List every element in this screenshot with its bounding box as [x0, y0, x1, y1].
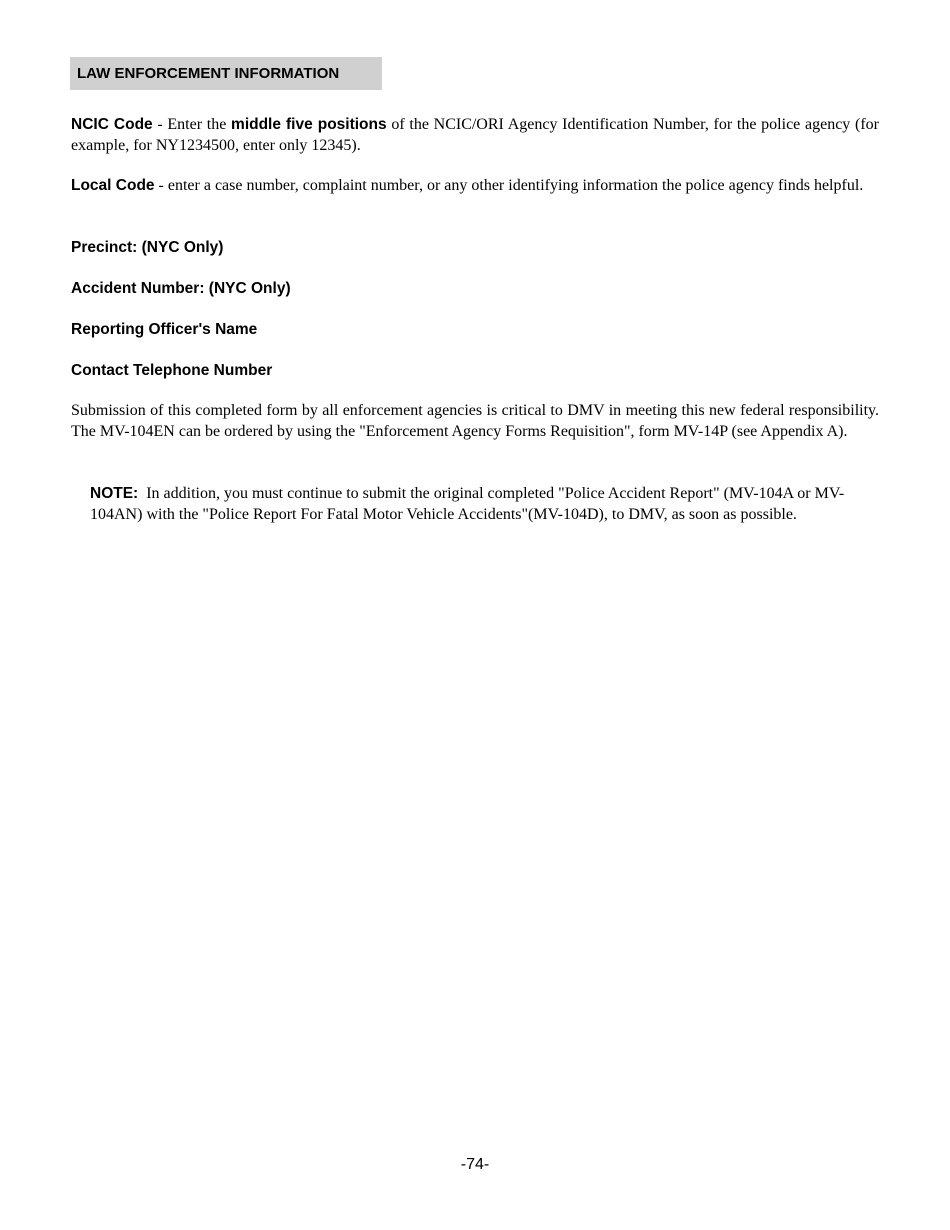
ncic-emphasis: middle five positions	[231, 116, 387, 133]
note-text: In addition, you must continue to submit the original completed "Police Accident Report" (MV-104A or MV-104AN) with the "Police Report For Fatal Motor Vehicle Accidents"(MV-104D), to DMV, as soon as possible.	[90, 485, 845, 523]
field-precinct: Precinct: (NYC Only)	[71, 239, 224, 256]
ncic-sep: -	[152, 116, 168, 133]
ncic-code-paragraph	[71, 115, 879, 156]
local-code-paragraph	[71, 176, 886, 197]
local-code-label: Local Code	[71, 177, 155, 194]
section-title: LAW ENFORCEMENT INFORMATION	[70, 57, 382, 90]
field-accident-number: Accident Number: (NYC Only)	[71, 280, 291, 297]
note-paragraph	[90, 484, 882, 525]
ncic-code-label: NCIC Code	[71, 116, 153, 133]
page-number: -74-	[460, 1156, 490, 1173]
ncic-text-1: Enter the	[167, 116, 232, 133]
local-code-text: enter a case number, complaint number, or any other identifying information the police agency finds helpful.	[167, 177, 864, 194]
field-contact-telephone: Contact Telephone Number	[71, 362, 273, 379]
note-label: NOTE:	[90, 485, 139, 502]
local-sep: -	[154, 177, 168, 194]
ncic-text-2: of the NCIC/ORI Agency Identification Number, for the police agency (for example, for NY1234500, enter only 12345).	[71, 116, 879, 154]
field-reporting-officer: Reporting Officer's Name	[71, 321, 258, 338]
submission-paragraph: Submission of this completed form by all enforcement agencies is critical to DMV in meeting this new federal responsibility. The MV-104EN can be ordered by using the "Enforcement Agency Forms Requisition", form MV-14P (see Appendix A).	[71, 402, 887, 440]
